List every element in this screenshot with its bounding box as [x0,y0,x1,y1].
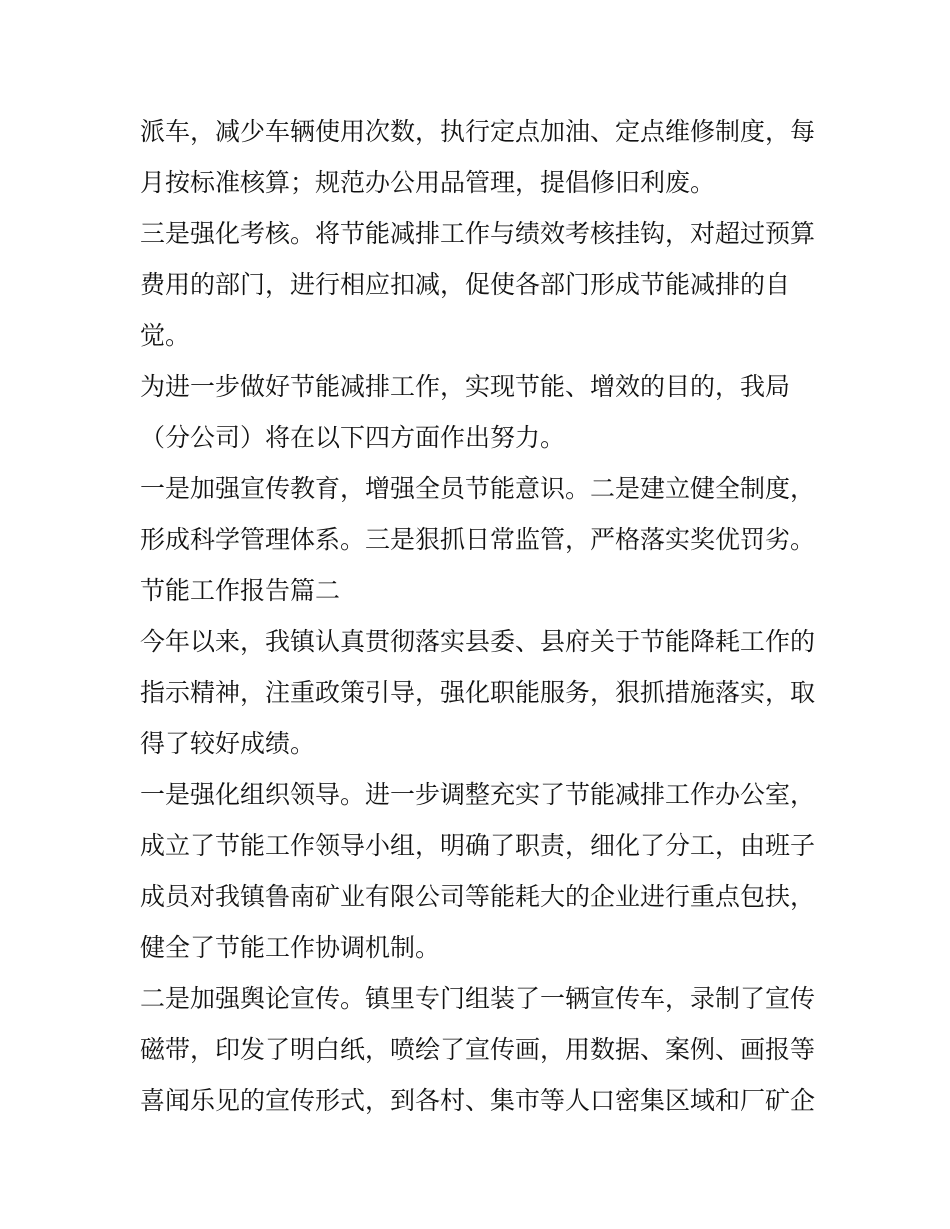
paragraph-5: 今年以来，我镇认真贯彻落实县委、县府关于节能降耗工作的 指示精神，注重政策引导，强化职能服务，狠抓措施落实，取 得了较好成绩。 [140,627,816,758]
paragraph-3: 为进一步做好节能减排工作，实现节能、增效的目的，我局 （分公司）将在以下四方面作出努力。 [140,372,791,452]
paragraph-2: 三是强化考核。将节能减排工作与绩效考核挂钩，对超过预算 费用的部门，进行相应扣减，促使各部门形成节能减排的自 觉。 [140,219,816,350]
paragraph-7: 二是加强舆论宣传。镇里专门组装了一辆宣传车，录制了宣传 磁带，印发了明白纸，喷绘了宣传画，用数据、案例、画报等 喜闻乐见的宣传形式，到各村、集市等人口密集区域和厂矿企 [140,984,816,1115]
section-heading: 节能工作报告篇二 [140,576,341,605]
document-body [140,106,820,1126]
paragraph-1: 派车，减少车辆使用次数，执行定点加油、定点维修制度，每 月按标准核算；规范办公用品管理，提倡修旧利废。 [140,117,816,197]
paragraph-6: 一是强化组织领导。进一步调整充实了节能减排工作办公室， 成立了节能工作领导小组，明确了职责，细化了分工，由班子 成员对我镇鲁南矿业有限公司等能耗大的企业进行重点包扶， 健全了节能工作协调机制。 [140,780,816,962]
paragraph-4: 一是加强宣传教育，增强全员节能意识。二是建立健全制度， 形成科学管理体系。三是狠抓日常监管，严格落实奖优罚劣。 [140,474,816,554]
